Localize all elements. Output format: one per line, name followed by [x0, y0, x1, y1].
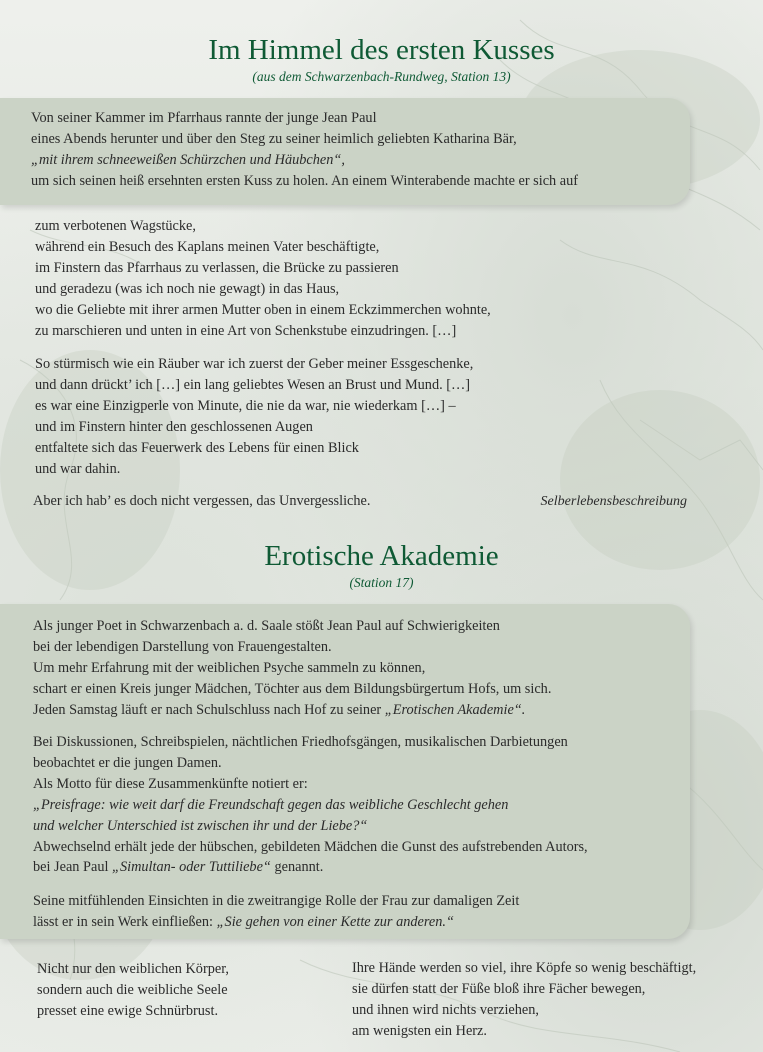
- section1-subtitle: (aus dem Schwarzenbach-Rundweg, Station 13): [252, 69, 511, 84]
- bottom-left-quote: [37, 959, 229, 1022]
- para-text: lässt er in sein Werk einfließen:: [33, 913, 217, 930]
- motto-line: „Preisfrage: wie weit darf die Freundschaft gegen das weibliche Geschlecht gehen: [33, 796, 509, 813]
- quote-line: presset eine ewige Schnürbrust.: [37, 1002, 219, 1019]
- quote-line: und ihnen wird nichts verziehen,: [352, 1001, 539, 1018]
- para-line: Als junger Poet in Schwarzenbach a. d. Saale stößt Jean Paul auf Schwierigkeiten: [33, 618, 500, 634]
- para-line: Seine mitfühlenden Einsichten in die zweitrangige Rolle der Frau zur damaligen Zeit: [33, 893, 520, 909]
- para-text: Jeden Samstag läuft er nach Schulschluss nach Hof zu seiner: [33, 701, 385, 718]
- quote-line: wo die Geliebte mit ihrer armen Mutter oben in einem Eckzimmerchen wohnte,: [35, 301, 491, 318]
- quote-line: am wenigsten ein Herz.: [352, 1022, 487, 1039]
- quote-line: So stürmisch wie ein Räuber war ich zuerst der Geber meiner Essgeschenke,: [35, 356, 474, 372]
- kette-quote: „Sie gehen von einer Kette zur anderen.“: [216, 913, 454, 930]
- intro-line: eines Abends herunter und über den Steg zu seiner heimlich geliebten Katharina Bär,: [31, 130, 517, 147]
- section2-para2: [33, 732, 588, 878]
- tuttiliebe-term: „Simultan- oder Tuttiliebe“: [112, 859, 271, 876]
- para-line: Um mehr Erfahrung mit der weiblichen Psyche sammeln zu können,: [33, 659, 426, 676]
- quote-line: Nicht nur den weiblichen Körper,: [37, 961, 229, 977]
- bottom-right-quote: [352, 958, 696, 1042]
- closing-line: Aber ich hab’ es doch nicht vergessen, das Unvergessliche.: [33, 493, 371, 509]
- quote-line: und geradezu (was ich noch nie gewagt) in das Haus,: [35, 280, 340, 297]
- quote-line: und war dahin.: [35, 460, 121, 477]
- quote-line: während ein Besuch des Kaplans meinen Vater beschäftigte,: [35, 238, 380, 255]
- quote-line: im Finstern das Pfarrhaus zu verlassen, die Brücke zu passieren: [35, 259, 399, 276]
- quote-line: Ihre Hände werden so viel, ihre Köpfe so wenig beschäftigt,: [352, 960, 697, 976]
- section1-source: Selberlebensbeschreibung: [540, 494, 687, 509]
- section2-para3: [33, 891, 519, 933]
- quote-line: und dann drückt’ ich […] ein lang geliebtes Wesen an Brust und Mund. […]: [35, 376, 471, 393]
- section1-closing: [33, 491, 370, 512]
- para-line: [33, 857, 588, 878]
- section2-title: Erotische Akademie: [264, 540, 499, 572]
- quote-line: sondern auch die weibliche Seele: [37, 981, 228, 998]
- intro-line: Von seiner Kammer im Pfarrhaus rannte der junge Jean Paul: [31, 110, 377, 126]
- section1-intro: [31, 108, 578, 192]
- akademie-term: „Erotischen Akademie“.: [384, 701, 526, 718]
- quote-line: es war eine Einzigperle von Minute, die nie da war, nie wiederkam […] –: [35, 397, 456, 414]
- para-line: [33, 700, 551, 721]
- para-line: Als Motto für diese Zusammenkünfte notiert er:: [33, 775, 308, 792]
- para-line: Abwechselnd erhält jede der hübschen, gebildeten Mädchen die Gunst des aufstrebenden Autors,: [33, 838, 588, 855]
- intro-quote-line: „mit ihrem schneeweißen Schürzchen und Häubchen“,: [31, 151, 345, 168]
- para-line: beobachtet er die jungen Damen.: [33, 754, 222, 771]
- section2-para1: [33, 616, 551, 721]
- quote-line: entfaltete sich das Feuerwerk des Lebens für einen Blick: [35, 439, 359, 456]
- section1-quote1: [35, 216, 491, 341]
- section2-subtitle: (Station 17): [349, 575, 414, 590]
- section1-title: Im Himmel des ersten Kusses: [208, 34, 555, 66]
- quote-line: zu marschieren und unten in eine Art von Schenkstube einzudringen. […]: [35, 322, 457, 339]
- motto-line: und welcher Unterschied ist zwischen ihr und der Liebe?“: [33, 817, 368, 834]
- quote-line: sie dürfen statt der Füße bloß ihre Fächer bewegen,: [352, 980, 646, 997]
- intro-line: um sich seinen heiß ersehnten ersten Kuss zu holen. An einem Winterabende machte er sich auf: [31, 172, 579, 189]
- para-text: genannt.: [270, 859, 324, 876]
- quote-line: zum verbotenen Wagstücke,: [35, 218, 196, 234]
- para-line: bei der lebendigen Darstellung von Frauengestalten.: [33, 638, 332, 655]
- para-line: schart er einen Kreis junger Mädchen, Töchter aus dem Bildungsbürgertum Hofs, um sich.: [33, 680, 552, 697]
- quote-line: und im Finstern hinter den geschlossenen Augen: [35, 418, 313, 435]
- section1-quote2: [35, 354, 473, 479]
- para-line: [33, 912, 519, 933]
- para-line: Bei Diskussionen, Schreibspielen, nächtlichen Friedhofsgängen, musikalischen Darbietungen: [33, 734, 568, 750]
- para-text: bei Jean Paul: [33, 859, 113, 876]
